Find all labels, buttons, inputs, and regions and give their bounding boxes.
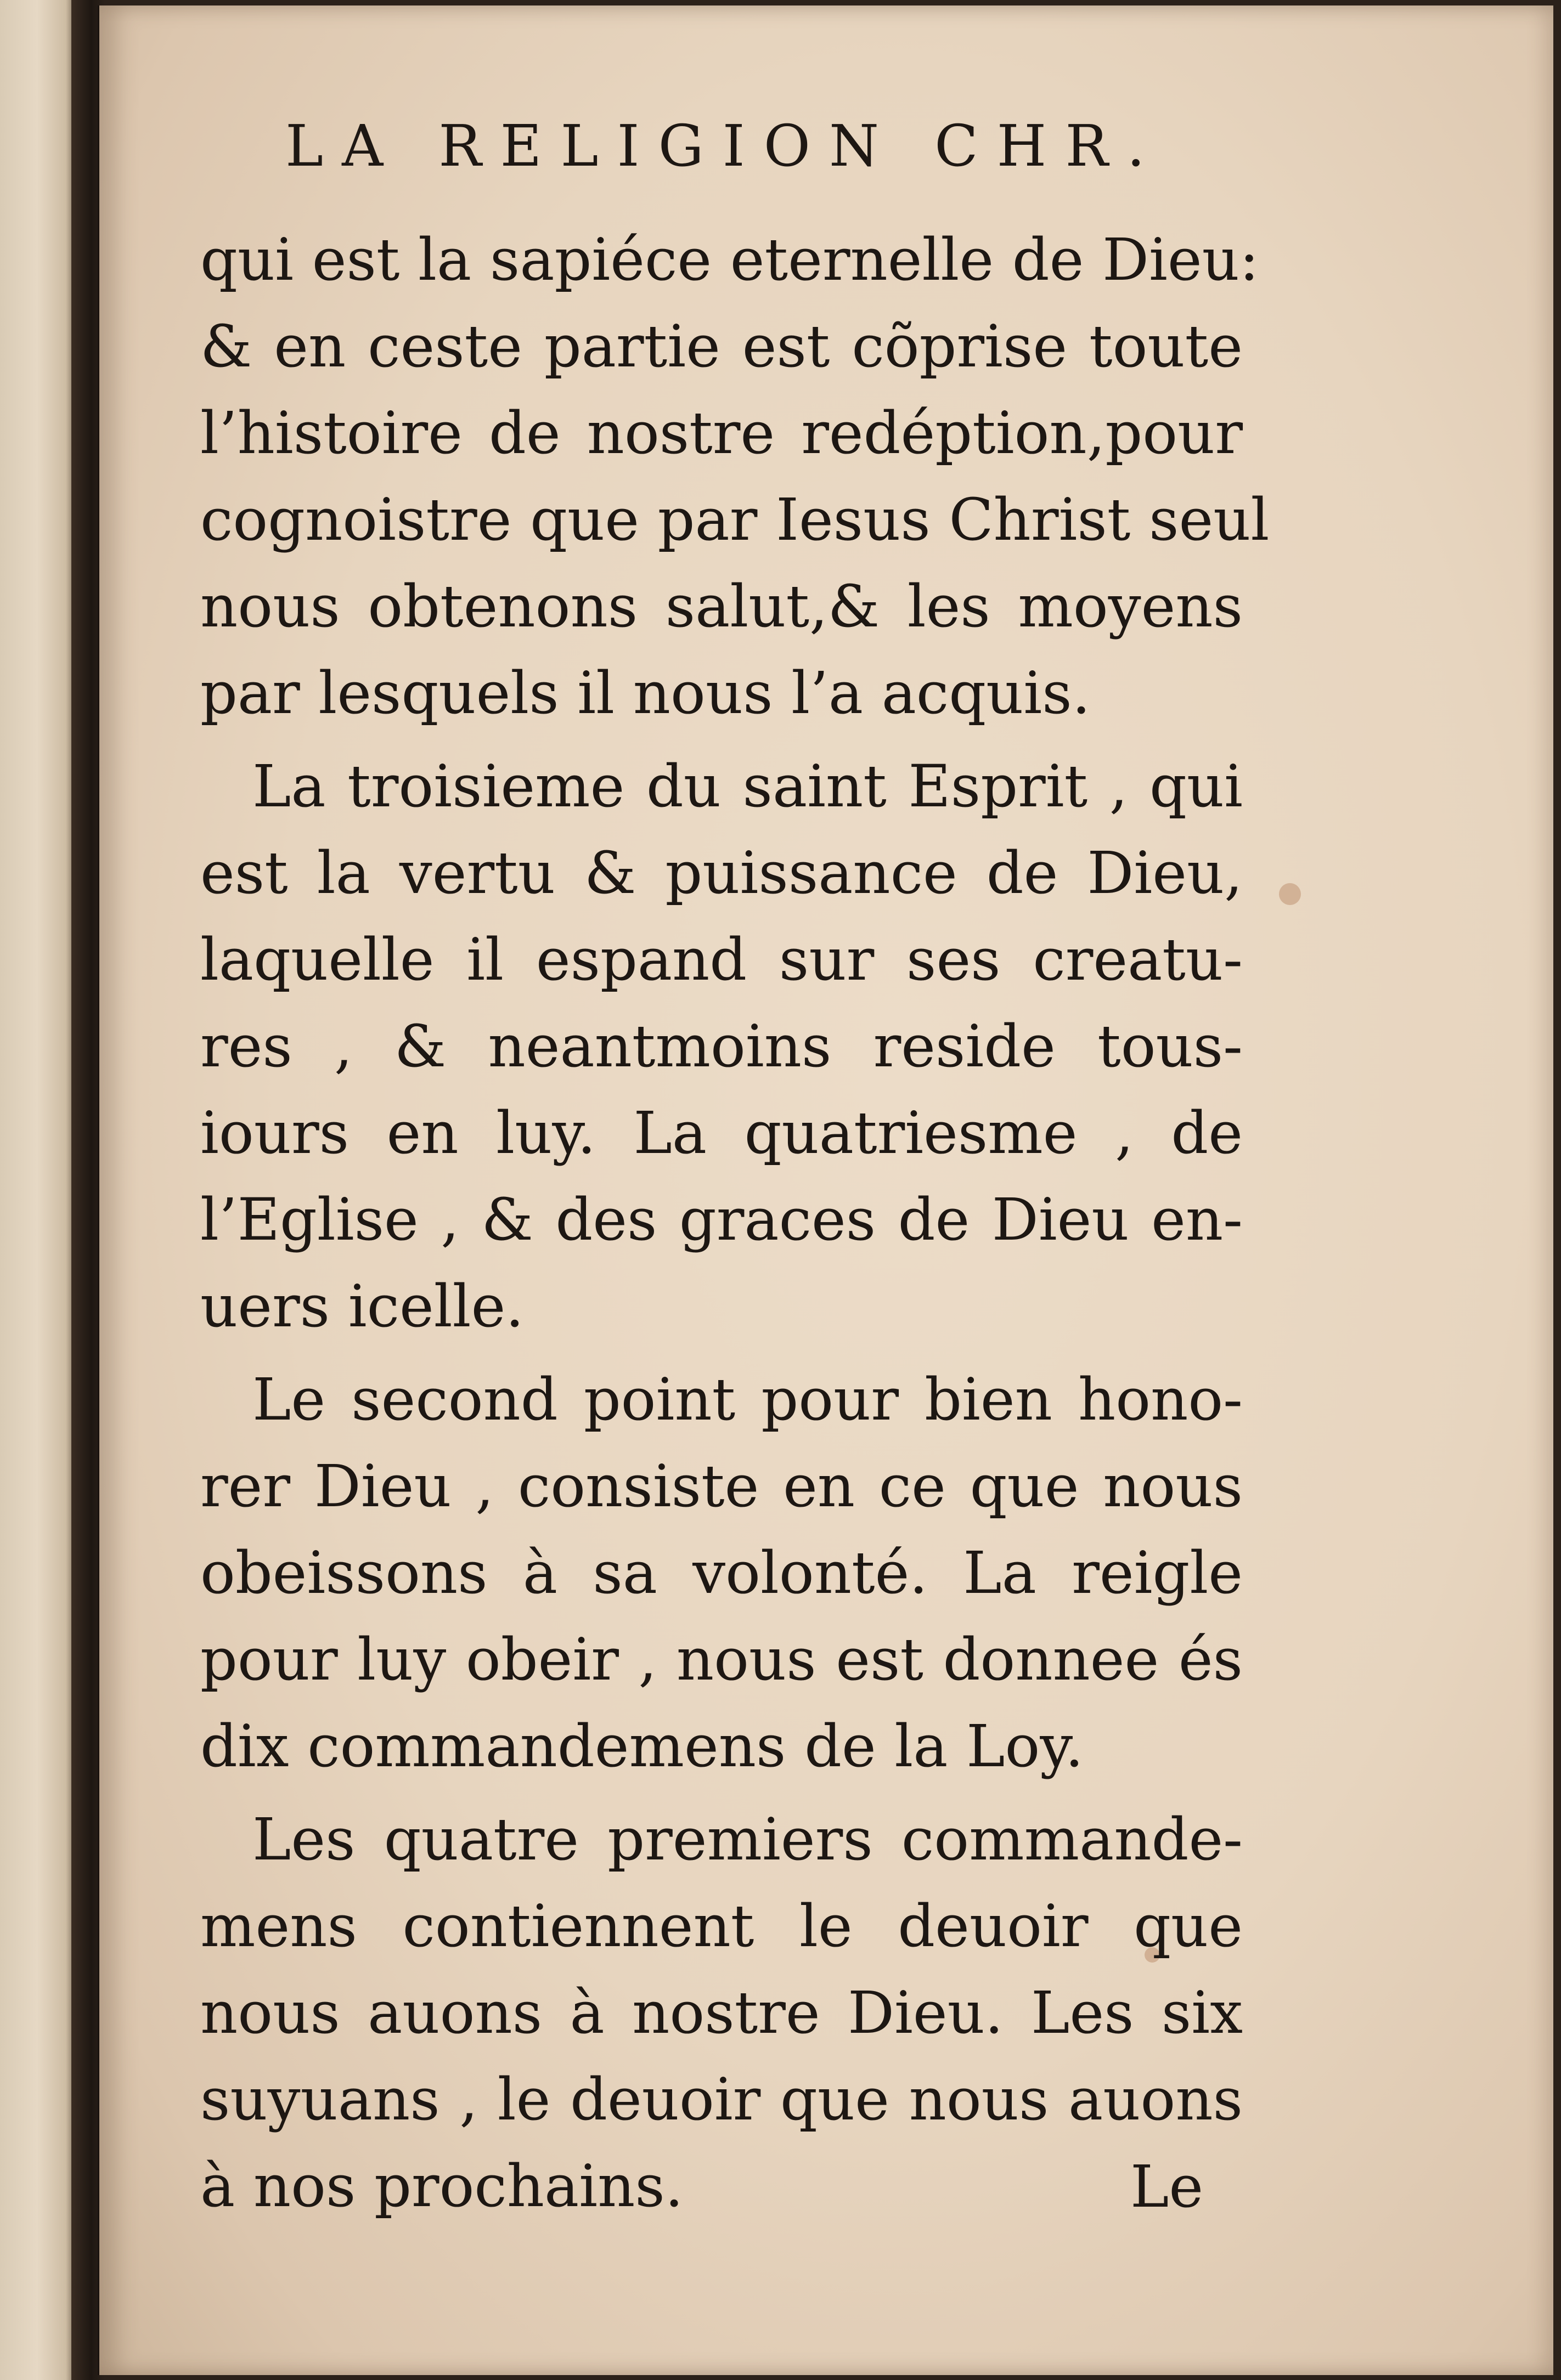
adjacent-page-edge: [0, 0, 82, 2380]
text-line: l’Eglise , & des graces de Dieu en-: [200, 1186, 1243, 1253]
text-line: pour luy obeir , nous est donnee és: [200, 1626, 1243, 1693]
running-head: LA RELIGION CHR.: [285, 112, 1164, 179]
body-text: [200, 217, 1270, 2230]
catchword: Le: [1130, 2153, 1204, 2220]
text-line: & en ceste partie est cõprise toute: [200, 313, 1243, 380]
text-line: nous obtenons salut,& les moyens: [200, 573, 1243, 640]
text-line: cognoistre que par Iesus Christ seul: [200, 486, 1270, 553]
text-line: obeissons à sa volonté. La reigle: [200, 1539, 1243, 1607]
text-line: qui est la sapiéce eternelle de Dieu:: [200, 226, 1259, 293]
text-line: uers icelle.: [200, 1273, 524, 1340]
text-line: Le second point pour bien hono-: [252, 1366, 1243, 1433]
text-line: mens contiennent le deuoir que: [200, 1892, 1243, 1960]
text-line: La troisieme du saint Esprit , qui: [252, 753, 1243, 820]
text-line: rer Dieu , consiste en ce que nous: [200, 1452, 1243, 1520]
text-line: l’histoire de nostre redéption,pour: [200, 399, 1243, 467]
text-line: dix commandemens de la Loy.: [200, 1712, 1084, 1780]
foxing-spot: [1279, 883, 1301, 905]
text-line: nous auons à nostre Dieu. Les six: [200, 1979, 1243, 2047]
text-line: Les quatre premiers commande-: [252, 1806, 1243, 1873]
text-line: par lesquels il nous l’a acquis.: [200, 659, 1091, 727]
text-line: à nos prochains.: [200, 2152, 684, 2220]
text-line: res , & neantmoins reside tous-: [200, 1013, 1243, 1080]
text-line: est la vertu & puissance de Dieu,: [200, 839, 1243, 907]
text-line: laquelle il espand sur ses creatu-: [200, 926, 1243, 993]
text-line: suyuans , le deuoir que nous auons: [200, 2066, 1243, 2133]
text-line: iours en luy. La quatriesme , de: [200, 1099, 1243, 1167]
